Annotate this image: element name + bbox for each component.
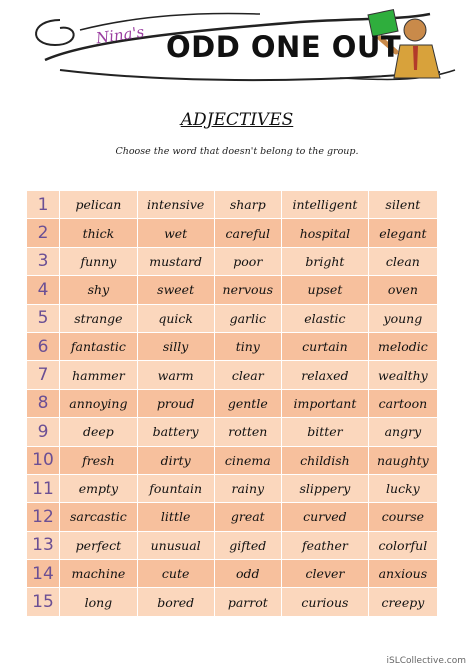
word-cell[interactable]: relaxed <box>282 361 368 388</box>
word-cell[interactable]: fountain <box>138 475 214 502</box>
word-cell[interactable]: thick <box>60 219 137 246</box>
word-cell[interactable]: little <box>138 503 214 530</box>
word-cell[interactable]: clever <box>282 560 368 587</box>
word-cell[interactable]: tiny <box>215 333 282 360</box>
row-number: 1 <box>27 191 59 218</box>
row-number: 13 <box>27 532 59 559</box>
instructions-text: Choose the word that doesn't belong to the group. <box>115 146 359 157</box>
word-cell[interactable]: silly <box>138 333 214 360</box>
word-cell[interactable]: nervous <box>215 276 282 303</box>
word-cell[interactable]: sweet <box>138 276 214 303</box>
word-cell[interactable]: sarcastic <box>60 503 137 530</box>
word-cell[interactable]: sharp <box>215 191 282 218</box>
table-row <box>27 418 437 445</box>
word-cell[interactable]: fantastic <box>60 333 137 360</box>
table-row <box>27 333 437 360</box>
row-number: 15 <box>27 588 59 615</box>
word-cell[interactable]: odd <box>215 560 282 587</box>
table-row <box>27 560 437 587</box>
word-cell[interactable]: garlic <box>215 305 282 332</box>
row-number: 7 <box>27 361 59 388</box>
word-cell[interactable]: curved <box>282 503 368 530</box>
table-row <box>27 475 437 502</box>
word-cell[interactable]: battery <box>138 418 214 445</box>
word-cell[interactable]: parrot <box>215 588 282 615</box>
word-cell[interactable]: hospital <box>282 219 368 246</box>
word-cell[interactable]: gentle <box>215 390 282 417</box>
word-cell[interactable]: pelican <box>60 191 137 218</box>
brand-name: Nina's <box>94 22 146 48</box>
section-title: ADJECTIVES <box>180 110 294 130</box>
word-cell[interactable]: creepy <box>369 588 437 615</box>
word-cell[interactable]: bored <box>138 588 214 615</box>
row-number: 3 <box>27 248 59 275</box>
word-cell[interactable]: unusual <box>138 532 214 559</box>
word-cell[interactable]: anxious <box>369 560 437 587</box>
word-cell[interactable]: shy <box>60 276 137 303</box>
word-cell[interactable]: childish <box>282 447 368 474</box>
table-row <box>27 532 437 559</box>
word-cell[interactable]: cute <box>138 560 214 587</box>
table-row <box>27 503 437 530</box>
word-cell[interactable]: gifted <box>215 532 282 559</box>
row-number: 6 <box>27 333 59 360</box>
table-row <box>27 361 437 388</box>
table-row <box>27 588 437 615</box>
word-cell[interactable]: fresh <box>60 447 137 474</box>
word-cell[interactable]: important <box>282 390 368 417</box>
word-cell[interactable]: upset <box>282 276 368 303</box>
row-number: 5 <box>27 305 59 332</box>
word-cell[interactable]: long <box>60 588 137 615</box>
word-cell[interactable]: feather <box>282 532 368 559</box>
row-number: 14 <box>27 560 59 587</box>
word-cell[interactable]: naughty <box>369 447 437 474</box>
word-cell[interactable]: cartoon <box>369 390 437 417</box>
table-row <box>27 390 437 417</box>
word-cell[interactable]: great <box>215 503 282 530</box>
word-cell[interactable]: silent <box>369 191 437 218</box>
word-cell[interactable]: machine <box>60 560 137 587</box>
word-grid <box>26 190 438 617</box>
word-cell[interactable]: intensive <box>138 191 214 218</box>
word-cell[interactable]: poor <box>215 248 282 275</box>
word-cell[interactable]: curious <box>282 588 368 615</box>
row-number: 2 <box>27 219 59 246</box>
word-cell[interactable]: rotten <box>215 418 282 445</box>
word-cell[interactable]: course <box>369 503 437 530</box>
row-number: 11 <box>27 475 59 502</box>
word-cell[interactable]: deep <box>60 418 137 445</box>
table-row <box>27 219 437 246</box>
word-cell[interactable]: oven <box>369 276 437 303</box>
word-cell[interactable]: bright <box>282 248 368 275</box>
word-cell[interactable]: wealthy <box>369 361 437 388</box>
row-number: 10 <box>27 447 59 474</box>
word-cell[interactable]: young <box>369 305 437 332</box>
row-number: 12 <box>27 503 59 530</box>
word-cell[interactable]: hammer <box>60 361 137 388</box>
word-cell[interactable]: proud <box>138 390 214 417</box>
word-cell[interactable]: melodic <box>369 333 437 360</box>
header-banner <box>0 0 474 92</box>
word-cell[interactable]: mustard <box>138 248 214 275</box>
word-cell[interactable]: annoying <box>60 390 137 417</box>
row-number: 4 <box>27 276 59 303</box>
word-cell[interactable]: careful <box>215 219 282 246</box>
word-cell[interactable]: wet <box>138 219 214 246</box>
word-cell[interactable]: slippery <box>282 475 368 502</box>
word-cell[interactable]: clean <box>369 248 437 275</box>
word-cell[interactable]: empty <box>60 475 137 502</box>
word-cell[interactable]: bitter <box>282 418 368 445</box>
table-row <box>27 248 437 275</box>
word-cell[interactable]: perfect <box>60 532 137 559</box>
word-cell[interactable]: warm <box>138 361 214 388</box>
word-cell[interactable]: angry <box>369 418 437 445</box>
word-cell[interactable]: quick <box>138 305 214 332</box>
word-cell[interactable]: cinema <box>215 447 282 474</box>
table-row <box>27 276 437 303</box>
word-cell[interactable]: elegant <box>369 219 437 246</box>
table-row <box>27 191 437 218</box>
row-number: 8 <box>27 390 59 417</box>
table-row <box>27 447 437 474</box>
footer-credit: iSLCollective.com <box>386 656 466 666</box>
word-cell[interactable]: rainy <box>215 475 282 502</box>
word-cell[interactable]: elastic <box>282 305 368 332</box>
word-cell[interactable]: clear <box>215 361 282 388</box>
word-cell[interactable]: dirty <box>138 447 214 474</box>
word-cell[interactable]: funny <box>60 248 137 275</box>
table-row <box>27 305 437 332</box>
word-cell[interactable]: lucky <box>369 475 437 502</box>
word-cell[interactable]: colorful <box>369 532 437 559</box>
word-cell[interactable]: curtain <box>282 333 368 360</box>
word-cell[interactable]: strange <box>60 305 137 332</box>
word-cell[interactable]: intelligent <box>282 191 368 218</box>
page-title: ODD ONE OUT <box>166 30 402 64</box>
row-number: 9 <box>27 418 59 445</box>
